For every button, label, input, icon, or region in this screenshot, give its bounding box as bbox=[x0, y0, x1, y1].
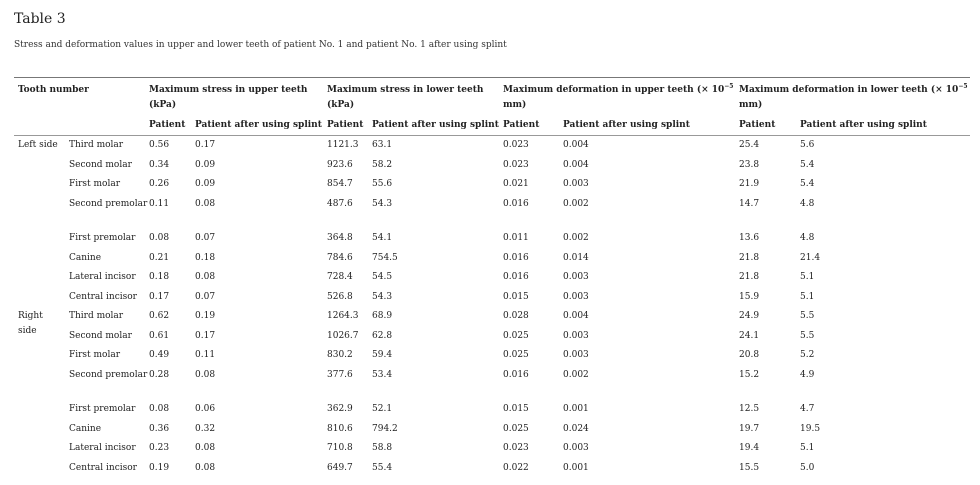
table-cell: 0.024 bbox=[563, 423, 589, 434]
table-cell: 0.001 bbox=[563, 462, 589, 473]
table-cell: 710.8 bbox=[327, 443, 353, 453]
table-cell: 1264.3 bbox=[327, 311, 359, 321]
table-cell: 0.08 bbox=[149, 233, 170, 243]
table-cell: 5.1 bbox=[800, 443, 815, 453]
header-subcolumn: Patient after using splint bbox=[372, 120, 499, 130]
table-cell: 5.1 bbox=[800, 291, 815, 302]
table-cell: 794.2 bbox=[372, 423, 398, 434]
table-cell: 0.016 bbox=[503, 369, 529, 380]
table-cell: 62.8 bbox=[372, 330, 393, 341]
table-cell: 0.08 bbox=[195, 443, 216, 453]
table-cell: 21.8 bbox=[739, 252, 760, 263]
header-group-4-text: Maximum deformation in lower teeth (× 10 bbox=[739, 85, 959, 95]
table-cell: 5.2 bbox=[800, 350, 815, 360]
side-label: Right side bbox=[18, 311, 43, 336]
table-cell: 58.2 bbox=[372, 159, 393, 170]
header-group-3-text: Maximum deformation in upper teeth (× 10 bbox=[503, 85, 725, 95]
table-cell: 0.11 bbox=[149, 198, 170, 209]
table-cell: 21.4 bbox=[800, 252, 821, 263]
table-cell: 0.18 bbox=[195, 252, 216, 263]
table-cell: 0.06 bbox=[195, 404, 216, 414]
table-cell: 54.1 bbox=[372, 233, 393, 243]
table-cell: 0.19 bbox=[149, 462, 170, 473]
table-cell: 0.07 bbox=[195, 233, 216, 243]
table-cell: 0.003 bbox=[563, 179, 589, 189]
table-header-rule bbox=[14, 135, 970, 136]
table-cell: 0.56 bbox=[149, 140, 170, 150]
header-subcolumn: Patient bbox=[149, 120, 186, 130]
table-cell: 0.36 bbox=[149, 423, 170, 434]
table-cell: 63.1 bbox=[372, 140, 393, 150]
table-cell: 0.23 bbox=[149, 443, 170, 453]
tooth-name: Second premolar bbox=[69, 198, 148, 209]
table-cell: 14.7 bbox=[739, 198, 760, 209]
table-cell: 0.025 bbox=[503, 350, 529, 360]
table-cell: 13.6 bbox=[739, 233, 760, 243]
table-cell: 854.7 bbox=[327, 179, 353, 189]
table-cell: 0.023 bbox=[503, 443, 529, 453]
header-group-3-line1 bbox=[503, 83, 733, 98]
header-group-1-line2: (kPa) bbox=[149, 100, 177, 110]
table-cell: 0.32 bbox=[195, 423, 216, 434]
table-cell: 52.1 bbox=[372, 404, 393, 414]
tooth-name: Second molar bbox=[69, 330, 132, 341]
table-title: Table 3 bbox=[14, 11, 66, 27]
tooth-name: First premolar bbox=[69, 233, 136, 243]
table-cell: 15.5 bbox=[739, 462, 760, 473]
table-cell: 21.9 bbox=[739, 179, 760, 189]
header-group-4-exponent: −5 bbox=[958, 83, 968, 90]
table-cell: 0.08 bbox=[195, 198, 216, 209]
table-cell: 0.62 bbox=[149, 311, 170, 321]
table-cell: 0.34 bbox=[149, 159, 170, 170]
table-cell: 0.09 bbox=[195, 159, 216, 170]
table-cell: 55.4 bbox=[372, 462, 393, 473]
table-cell: 0.003 bbox=[563, 291, 589, 302]
table-cell: 54.3 bbox=[372, 198, 393, 209]
table-cell: 0.49 bbox=[149, 350, 170, 360]
table-cell: 0.002 bbox=[563, 233, 589, 243]
table-cell: 0.016 bbox=[503, 198, 529, 209]
tooth-name: Central incisor bbox=[69, 462, 137, 473]
table-cell: 24.1 bbox=[739, 330, 760, 341]
table-cell: 0.08 bbox=[195, 272, 216, 282]
table-cell: 0.004 bbox=[563, 311, 589, 321]
table-cell: 364.8 bbox=[327, 233, 353, 243]
table-cell: 0.004 bbox=[563, 159, 589, 170]
table-cell: 19.5 bbox=[800, 423, 821, 434]
table-cell: 19.7 bbox=[739, 423, 760, 434]
table-cell: 0.002 bbox=[563, 198, 589, 209]
table-cell: 0.021 bbox=[503, 179, 529, 189]
table-cell: 19.4 bbox=[739, 443, 760, 453]
table-cell: 0.21 bbox=[149, 252, 170, 263]
table-cell: 24.9 bbox=[739, 311, 760, 321]
table-cell: 487.6 bbox=[327, 198, 353, 209]
table-cell: 4.7 bbox=[800, 404, 815, 414]
tooth-name: Third molar bbox=[69, 311, 124, 321]
table-cell: 728.4 bbox=[327, 272, 353, 282]
tooth-name: First premolar bbox=[69, 404, 136, 414]
table-cell: 1026.7 bbox=[327, 330, 359, 341]
table-cell: 5.0 bbox=[800, 462, 815, 473]
table-cell: 0.002 bbox=[563, 369, 589, 380]
table-cell: 0.011 bbox=[503, 233, 529, 243]
table-cell: 0.022 bbox=[503, 462, 529, 473]
table-cell: 830.2 bbox=[327, 350, 353, 360]
table-cell: 0.11 bbox=[195, 350, 216, 360]
table-cell: 4.8 bbox=[800, 233, 815, 243]
table-top-rule bbox=[14, 77, 970, 78]
tooth-name: Third molar bbox=[69, 140, 124, 150]
table-cell: 784.6 bbox=[327, 252, 353, 263]
table-cell: 0.61 bbox=[149, 330, 170, 341]
table-cell: 5.6 bbox=[800, 140, 815, 150]
table-cell: 68.9 bbox=[372, 311, 393, 321]
table-cell: 0.023 bbox=[503, 140, 529, 150]
table-cell: 5.5 bbox=[800, 311, 815, 321]
tooth-name: Central incisor bbox=[69, 291, 137, 302]
table-cell: 923.6 bbox=[327, 159, 353, 170]
table-cell: 754.5 bbox=[372, 252, 398, 263]
table-cell: 0.003 bbox=[563, 350, 589, 360]
header-group-1-text: Maximum stress in upper teeth bbox=[149, 85, 308, 95]
header-group-2-line1 bbox=[327, 83, 483, 98]
table-cell: 54.5 bbox=[372, 272, 393, 282]
table-cell: 12.5 bbox=[739, 404, 760, 414]
table-cell: 25.4 bbox=[739, 140, 760, 150]
header-group-1-line1 bbox=[149, 83, 307, 98]
header-group-2-line2: (kPa) bbox=[327, 100, 355, 110]
table-cell: 0.025 bbox=[503, 423, 529, 434]
table-cell: 377.6 bbox=[327, 369, 353, 380]
table-cell: 0.004 bbox=[563, 140, 589, 150]
table-cell: 23.8 bbox=[739, 159, 760, 170]
table-cell: 0.18 bbox=[149, 272, 170, 282]
header-group-4-line1 bbox=[739, 83, 968, 98]
table-cell: 4.8 bbox=[800, 198, 815, 209]
table-cell: 0.023 bbox=[503, 159, 529, 170]
table-cell: 15.2 bbox=[739, 369, 760, 380]
table-cell: 54.3 bbox=[372, 291, 393, 302]
table-cell: 53.4 bbox=[372, 369, 393, 380]
header-group-3-exponent: −5 bbox=[724, 83, 734, 90]
table-cell: 0.08 bbox=[149, 404, 170, 414]
table-cell: 59.4 bbox=[372, 350, 393, 360]
table-cell: 362.9 bbox=[327, 404, 353, 414]
header-subcolumn: Patient bbox=[503, 120, 540, 130]
table-cell: 0.001 bbox=[563, 404, 589, 414]
tooth-name: Canine bbox=[69, 252, 102, 263]
header-subcolumn: Patient after using splint bbox=[800, 120, 927, 130]
table-cell: 0.015 bbox=[503, 291, 529, 302]
table-cell: 0.015 bbox=[503, 404, 529, 414]
header-group-3-line2: mm) bbox=[503, 100, 527, 110]
tooth-name: First molar bbox=[69, 179, 121, 189]
header-tooth-number: Tooth number bbox=[18, 85, 89, 95]
table-cell: 0.003 bbox=[563, 330, 589, 341]
table-cell: 0.19 bbox=[195, 311, 216, 321]
table-cell: 0.016 bbox=[503, 252, 529, 263]
tooth-name: Lateral incisor bbox=[69, 443, 136, 453]
table-cell: 58.8 bbox=[372, 443, 393, 453]
tooth-name: Second premolar bbox=[69, 369, 148, 380]
table-cell: 0.003 bbox=[563, 443, 589, 453]
tooth-name: Second molar bbox=[69, 159, 132, 170]
table-cell: 0.08 bbox=[195, 369, 216, 380]
table-cell: 0.025 bbox=[503, 330, 529, 341]
table-cell: 526.8 bbox=[327, 291, 353, 302]
table-cell: 0.28 bbox=[149, 369, 170, 380]
header-subcolumn: Patient bbox=[327, 120, 364, 130]
header-group-2-text: Maximum stress in lower teeth bbox=[327, 85, 484, 95]
tooth-name: First molar bbox=[69, 350, 121, 360]
table-cell: 15.9 bbox=[739, 291, 760, 302]
table-cell: 5.4 bbox=[800, 159, 815, 170]
table-cell: 55.6 bbox=[372, 179, 393, 189]
table-caption: Stress and deformation values in upper and lower teeth of patient No. 1 and patient No. 1 after using splint bbox=[14, 40, 507, 50]
table-cell: 5.5 bbox=[800, 330, 815, 341]
table-cell: 0.028 bbox=[503, 311, 529, 321]
table-cell: 0.17 bbox=[195, 140, 216, 150]
table-cell: 0.26 bbox=[149, 179, 170, 189]
table-cell: 20.8 bbox=[739, 350, 760, 360]
header-group-4-line2: mm) bbox=[739, 100, 763, 110]
table-cell: 0.07 bbox=[195, 291, 216, 302]
table-cell: 4.9 bbox=[800, 369, 815, 380]
table-cell: 0.17 bbox=[195, 330, 216, 341]
table-cell: 21.8 bbox=[739, 272, 760, 282]
table-cell: 0.17 bbox=[149, 291, 170, 302]
table-cell: 0.016 bbox=[503, 272, 529, 282]
table-cell: 649.7 bbox=[327, 462, 353, 473]
tooth-name: Canine bbox=[69, 423, 102, 434]
side-label: Left side bbox=[18, 140, 58, 150]
header-subcolumn: Patient after using splint bbox=[563, 120, 690, 130]
table-cell: 5.4 bbox=[800, 179, 815, 189]
table-cell: 0.014 bbox=[563, 252, 589, 263]
table-cell: 1121.3 bbox=[327, 140, 359, 150]
table-cell: 0.08 bbox=[195, 462, 216, 473]
header-subcolumn: Patient after using splint bbox=[195, 120, 322, 130]
table-cell: 810.6 bbox=[327, 423, 353, 434]
table-cell: 0.09 bbox=[195, 179, 216, 189]
tooth-name: Lateral incisor bbox=[69, 272, 136, 282]
table-cell: 0.003 bbox=[563, 272, 589, 282]
header-subcolumn: Patient bbox=[739, 120, 776, 130]
table-cell: 5.1 bbox=[800, 272, 815, 282]
